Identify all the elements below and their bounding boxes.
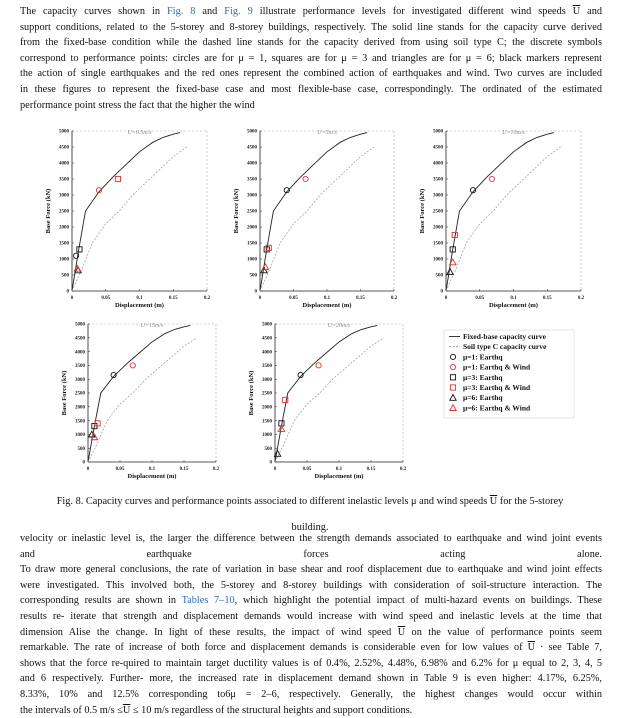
y-tick-label: 1000	[262, 433, 272, 439]
y-tick-label: 4500	[262, 336, 272, 342]
text-span: remarkable. The rate of increase of both force and displacement demands is considerable even for low values of	[20, 642, 528, 654]
y-tick-label: 3500	[262, 364, 272, 370]
x-tick-label: 0.05	[101, 296, 111, 301]
y-axis-label: Base Force (kN)	[45, 188, 52, 234]
text-line	[20, 687, 602, 703]
mean-wind-speed-symbol: $\overline{U}$	[527, 642, 536, 654]
text-span: in these figures to represent the fixed-base case and most flexible-base case, correspondingly. The ordinated of the estimated	[20, 83, 602, 95]
performance-point-marker	[447, 269, 453, 275]
y-tick-label: 5000	[59, 129, 69, 135]
chart-panel-5	[248, 323, 407, 480]
panel-title: U=20m/s	[327, 323, 351, 329]
cross-reference-link[interactable]: Fig. 8	[167, 6, 196, 17]
text-span: 8.33%, 10% and 12.5% corresponding to6μ = 2–6, respectively. Generally, the highest changes would occur within	[20, 688, 602, 700]
text-span: correspond to performance points: circles are for μ = 1, squares are for μ = 3 and triangles are for μ = 6; black markers represent	[20, 52, 602, 64]
intro-paragraph	[20, 4, 602, 113]
fixed-base-capacity-curve	[260, 133, 367, 291]
y-tick-label: 4000	[247, 161, 257, 167]
text-line	[20, 20, 602, 36]
x-tick-label: 0.15	[542, 296, 552, 301]
text-line	[20, 4, 602, 20]
y-tick-label: 4000	[59, 161, 69, 167]
x-tick-label: 0.2	[390, 296, 398, 301]
figure-8	[0, 108, 618, 480]
y-tick-label: 500	[61, 273, 69, 279]
text-line	[30, 494, 590, 509]
y-tick-label: 5000	[433, 129, 443, 135]
legend-label: Soil type C capacity curve	[463, 342, 547, 352]
y-tick-label: 0	[82, 460, 85, 466]
text-span: building.	[291, 522, 329, 533]
y-tick-label: 500	[264, 446, 272, 452]
y-tick-label: 1500	[59, 241, 69, 247]
performance-point-marker	[316, 363, 321, 368]
x-tick-label: 0.05	[115, 467, 125, 472]
y-tick-label: 2000	[433, 225, 443, 231]
text-span: and	[195, 6, 225, 17]
y-tick-label: 1500	[433, 241, 443, 247]
y-tick-label: 4000	[75, 350, 85, 356]
text-span: The capacity curves shown in	[20, 6, 167, 17]
x-tick-label: 0.05	[289, 296, 298, 301]
y-tick-label: 2000	[262, 405, 272, 411]
mean-wind-speed-symbol: $\overline{U}$	[572, 6, 581, 17]
text-line	[20, 656, 602, 672]
panel-title: U=10m/s	[502, 130, 525, 136]
text-span: To draw more general conclusions, the rate of variation in base shear and roof displacement due to earthquake and wind joint effects	[20, 564, 602, 576]
x-tick-label: 0.15	[168, 296, 178, 301]
text-span: corresponding results are shown in	[20, 595, 182, 607]
y-tick-label: 1500	[247, 241, 257, 247]
x-axis-label: Displacement (m)	[489, 302, 538, 309]
y-tick-label: 500	[435, 273, 443, 279]
text-span: · see Table 7,	[535, 642, 602, 654]
y-tick-label: 0	[66, 289, 69, 295]
text-span: the intervals of 0.5 m/s ≤	[20, 704, 123, 716]
y-tick-label: 0	[269, 460, 272, 466]
y-tick-label: 3000	[75, 377, 85, 383]
y-tick-label: 3000	[433, 193, 443, 199]
text-line	[20, 640, 602, 656]
y-tick-label: 3500	[247, 177, 257, 183]
x-tick-label: 0.15	[356, 296, 365, 301]
y-tick-label: 2500	[262, 391, 272, 397]
y-tick-label: 500	[77, 446, 85, 452]
soil-capacity-curve	[72, 147, 187, 291]
y-tick-label: 2500	[75, 391, 85, 397]
y-tick-label: 5000	[247, 129, 257, 135]
y-tick-label: 1000	[59, 257, 69, 263]
legend-label: μ=3: Earthq	[463, 372, 503, 382]
performance-point-marker	[115, 176, 120, 181]
x-tick-label: 0.1	[335, 467, 343, 472]
x-axis-label: Displacement (m)	[115, 302, 164, 309]
y-tick-label: 0	[254, 289, 257, 295]
y-tick-label: 500	[249, 273, 257, 279]
fixed-base-capacity-curve	[275, 325, 377, 462]
y-tick-label: 4500	[59, 145, 69, 151]
chart-panel-4	[61, 323, 220, 480]
text-span: and earthquake forces acting alone.	[20, 548, 602, 560]
text-line	[20, 562, 602, 578]
panel-title: U=5m/s	[317, 130, 337, 136]
y-axis-label: Base Force (kN)	[233, 188, 240, 234]
x-tick-label: 0	[86, 467, 90, 472]
x-tick-label: 0.1	[510, 296, 517, 301]
y-tick-label: 3000	[262, 377, 272, 383]
x-tick-label: 0.2	[203, 296, 211, 301]
text-span: dimension Alise the change. In light of these results, the impact of wind speed	[20, 626, 398, 638]
soil-capacity-curve	[446, 147, 561, 291]
x-tick-label: 0.2	[399, 467, 407, 472]
soil-capacity-curve	[88, 338, 197, 462]
y-tick-label: 4000	[433, 161, 443, 167]
performance-point-marker	[303, 176, 308, 181]
text-span: velocity or inelastic level is, the larger the difference between the strength demands associated to earthquake and wind joint events	[20, 533, 602, 544]
y-tick-label: 1500	[75, 419, 85, 425]
cross-reference-link[interactable]: Tables 7–10	[181, 595, 235, 607]
y-tick-label: 3000	[59, 193, 69, 199]
x-axis-label: Displacement (m)	[314, 473, 364, 480]
y-tick-label: 3500	[59, 177, 69, 183]
y-tick-label: 1000	[433, 257, 443, 263]
text-span: support conditions, related to the 5-storey and 8-storey buildings, respectively. The solid line stands for the capacity curve derived	[20, 21, 602, 33]
text-span: and	[580, 6, 603, 17]
x-tick-label: 0.05	[475, 296, 485, 301]
text-span: results re- iterate that strength and displacement demands would increase with wind speed and inelastic levels at the time that	[20, 610, 602, 622]
legend-label: μ=3: Earthq & Wind	[463, 383, 531, 392]
fixed-base-capacity-curve	[88, 325, 190, 462]
text-span: the action of single earthquakes and the red ones represent the combined action of earthquakes and wind. Two curves are included	[20, 68, 602, 80]
y-tick-label: 2500	[433, 209, 443, 215]
legend-label: μ=1: Earthq & Wind	[463, 362, 531, 372]
fixed-base-capacity-curve	[446, 133, 554, 291]
legend-label: Fixed-base capacity curve	[463, 332, 546, 341]
text-span: performance point stress the fact that the higher the wind	[20, 99, 255, 111]
y-tick-label: 4500	[247, 145, 257, 151]
legend-label: μ=6: Earthq	[463, 393, 503, 403]
y-axis-label: Base Force (kN)	[248, 370, 255, 416]
text-span: shows that the force re-quired to maintain target ductility values is of 0.4%, 2.52%, 4.48%, 6.98% and 6.2% for μ equal to 2, 3, 4, 5	[20, 657, 602, 669]
chart-panel-1	[45, 130, 211, 309]
x-tick-label: 0.1	[148, 467, 156, 472]
text-line	[20, 82, 602, 98]
text-line	[20, 609, 602, 625]
legend-label: μ=1: Earthq	[463, 352, 503, 362]
x-tick-label: 0.15	[179, 467, 189, 472]
y-tick-label: 2500	[247, 209, 257, 215]
y-tick-label: 3500	[75, 364, 85, 370]
x-tick-label: 0.2	[212, 467, 220, 472]
text-line	[20, 593, 602, 609]
y-tick-label: 1500	[262, 419, 272, 425]
y-tick-label: 4500	[75, 336, 85, 342]
x-tick-label: 0.15	[366, 467, 376, 472]
figure-legend	[444, 330, 574, 418]
text-line	[20, 578, 602, 594]
y-tick-label: 5000	[262, 322, 272, 328]
y-axis-label: Base Force (kN)	[61, 370, 68, 416]
x-tick-label: 0.1	[323, 296, 331, 301]
y-tick-label: 4500	[433, 145, 443, 151]
mean-wind-speed-symbol: $\overline{U}$	[397, 626, 406, 638]
text-span: and 6 respectively. Further- more, the increased rate in displacement demand shown in Table 9 is even higher: 4.17%, 6.25%,	[20, 673, 602, 685]
legend-label: μ=6: Earthq & Wind	[463, 403, 531, 413]
text-span: , which highlight the potential impact of multi-hazard events on buildings. These	[234, 595, 602, 607]
text-span: from the fixed-base condition while the dashed line stands for the capacity derived from using soil type C; the discrete symbols	[20, 37, 602, 49]
y-tick-label: 1000	[247, 257, 257, 263]
fixed-base-capacity-curve	[72, 133, 180, 291]
text-line	[20, 35, 602, 51]
text-span: for the 5-storey	[497, 496, 564, 508]
x-tick-label: 0	[258, 296, 262, 301]
y-tick-label: 5000	[75, 322, 85, 328]
x-tick-label: 0.2	[577, 296, 585, 301]
soil-capacity-curve	[260, 147, 374, 291]
text-span: Fig. 8. Capacity curves and performance points associated to different inelastic levels μ and wind speeds	[56, 496, 490, 508]
mean-wind-speed-symbol: $\overline{U}$	[489, 496, 498, 508]
text-span: were investigated. This involved both, the 5-storey and 8-storey buildings with consideration of soil-structure interaction. The	[20, 579, 602, 591]
performance-point-marker	[489, 176, 494, 181]
y-tick-label: 4000	[262, 350, 272, 356]
y-tick-label: 3500	[433, 177, 443, 183]
y-tick-label: 0	[440, 289, 443, 295]
text-line	[20, 671, 602, 687]
x-tick-label: 0.05	[302, 467, 312, 472]
y-tick-label: 1000	[75, 433, 85, 439]
text-line	[20, 531, 602, 547]
text-span: on the value of performance points seem	[405, 626, 602, 638]
panel-title: U=0.5m/s	[127, 130, 152, 136]
panel-title: U=15m/s	[140, 323, 164, 329]
soil-capacity-curve	[275, 338, 384, 462]
text-line	[20, 51, 602, 67]
x-axis-label: Displacement (m)	[302, 302, 352, 309]
y-tick-label: 3000	[247, 193, 257, 199]
body-paragraph	[20, 531, 602, 718]
text-line	[20, 66, 602, 82]
chart-panel-3	[419, 130, 585, 309]
x-tick-label: 0	[70, 296, 74, 301]
text-line	[20, 625, 602, 641]
x-tick-label: 0.1	[136, 296, 143, 301]
y-tick-label: 2000	[59, 225, 69, 231]
y-axis-label: Base Force (kN)	[419, 188, 426, 234]
cross-reference-link[interactable]: Fig. 9	[224, 6, 253, 17]
x-tick-label: 0	[444, 296, 448, 301]
text-span: ≤ 10 m/s regardless of the structural heights and support conditions.	[130, 704, 413, 716]
x-tick-label: 0	[273, 467, 277, 472]
text-line	[20, 547, 602, 563]
mean-wind-speed-symbol: $\overline{U}$	[122, 704, 131, 716]
y-tick-label: 2500	[59, 209, 69, 215]
text-span: illustrate performance levels for investigated different wind speeds	[252, 6, 573, 17]
y-tick-label: 2000	[75, 405, 85, 411]
chart-panel-2	[233, 130, 398, 309]
y-tick-label: 2000	[247, 225, 257, 231]
performance-point-marker	[130, 363, 135, 368]
x-axis-label: Displacement (m)	[127, 473, 177, 480]
